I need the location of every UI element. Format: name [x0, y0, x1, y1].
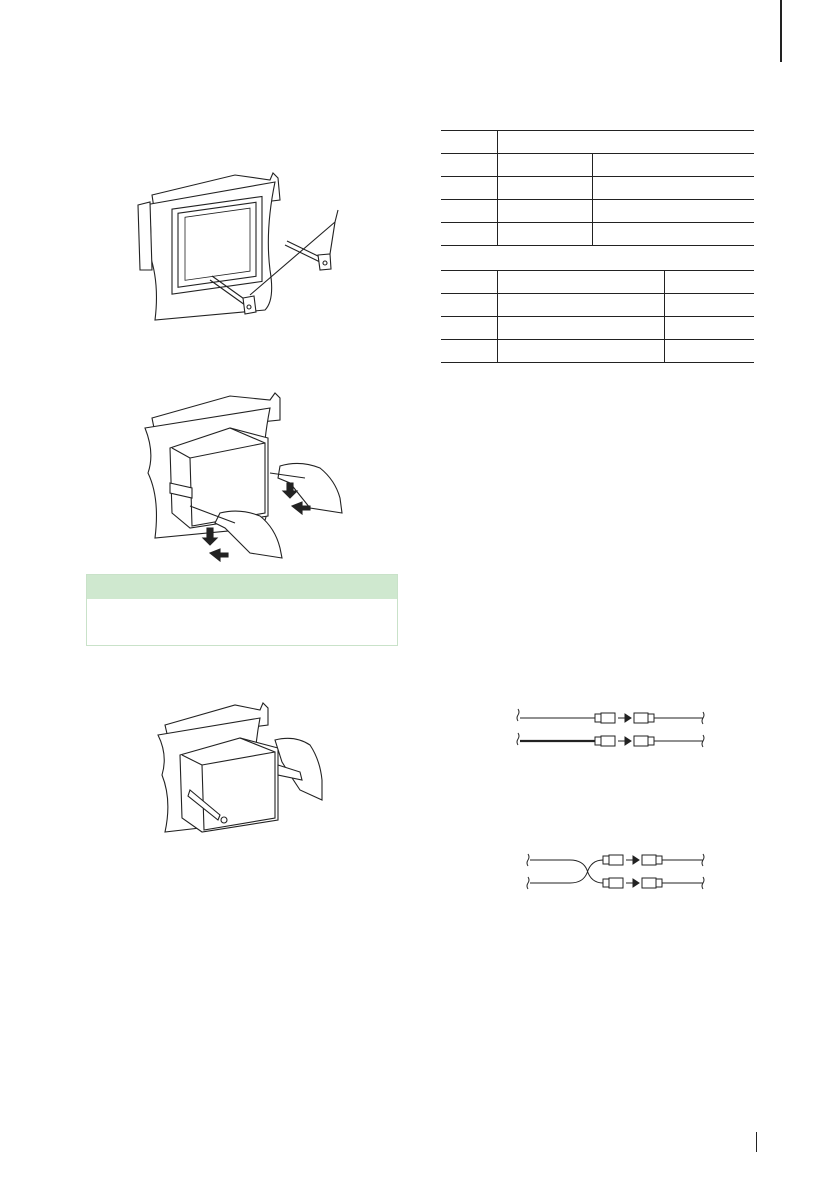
table-cell: [665, 340, 755, 363]
table-cell: [498, 340, 665, 363]
table-cell: [593, 200, 755, 223]
table-row: [441, 154, 754, 177]
table-cell: [593, 223, 755, 246]
table-row: [441, 131, 754, 154]
page-edge-marker: [780, 0, 782, 62]
table-row: [441, 340, 754, 363]
table-row: [441, 271, 754, 294]
table-cell: [498, 223, 593, 246]
table-cell: [498, 131, 755, 154]
table-cell: [498, 294, 665, 317]
note-box: [86, 574, 398, 646]
illustration-cable-connect-single: [515, 706, 710, 754]
table-cell: [665, 294, 755, 317]
table-cell: [498, 271, 665, 294]
table-cell: [441, 271, 498, 294]
table-cell: [441, 131, 498, 154]
table-row: [441, 223, 754, 246]
table-cell: [665, 271, 755, 294]
table-cell: [441, 177, 498, 200]
table-cell: [593, 177, 755, 200]
table-cell: [498, 317, 665, 340]
table-cell: [498, 154, 593, 177]
table-row: [441, 294, 754, 317]
page-number-divider: [756, 1132, 757, 1152]
table-cell: [498, 200, 593, 223]
table-cell: [441, 294, 498, 317]
table-row: [441, 177, 754, 200]
table-row: [441, 317, 754, 340]
spec-table-lower: [441, 270, 754, 363]
table-cell: [441, 223, 498, 246]
illustration-pull-unit: [130, 388, 350, 568]
illustration-cable-connect-split: [525, 848, 710, 896]
table-cell: [593, 154, 755, 177]
table-cell: [441, 340, 498, 363]
table-cell: [498, 177, 593, 200]
table-cell: [665, 317, 755, 340]
illustration-unit-removed: [150, 700, 325, 840]
table-cell: [441, 154, 498, 177]
illustration-insert-keys: [130, 170, 345, 325]
note-header: [87, 575, 397, 599]
spec-table: [441, 130, 754, 246]
note-body: [87, 599, 397, 611]
table-row: [441, 200, 754, 223]
table-cell: [441, 317, 498, 340]
table-cell: [441, 200, 498, 223]
